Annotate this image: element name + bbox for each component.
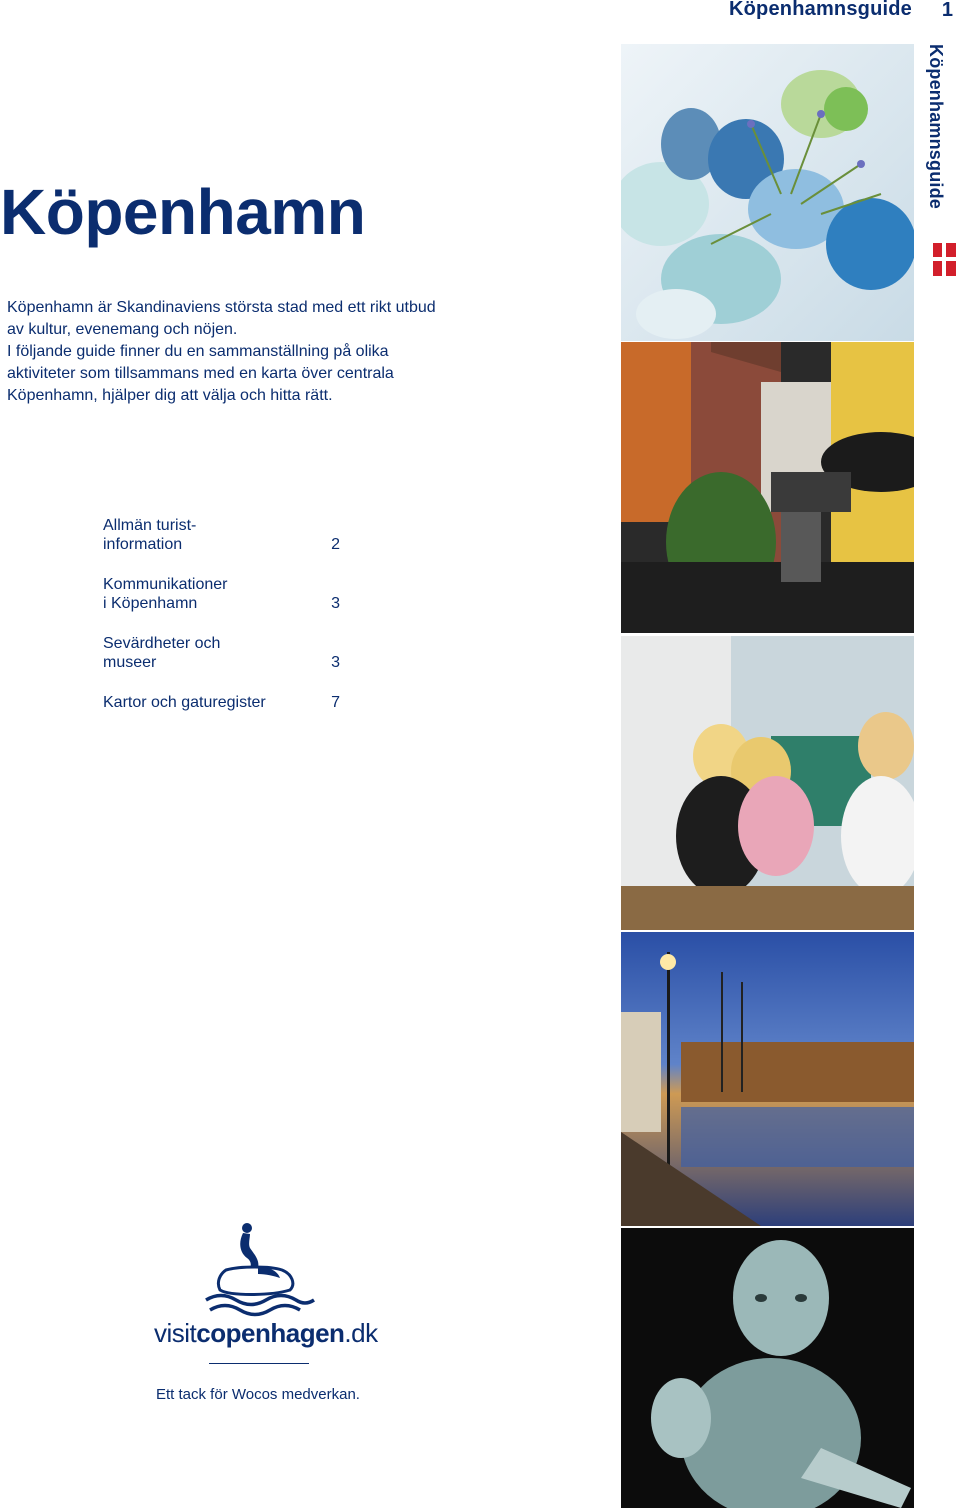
toc-entry-label: Sevärdheter och xyxy=(103,635,221,652)
intro-text xyxy=(7,297,457,407)
intro-paragraph: Köpenhamn är Skandinaviens största stad med ett rikt utbud av kultur, evenemang och nöjen. xyxy=(7,299,436,338)
toc-entry-label: i Köpenhamn xyxy=(103,594,198,612)
toc-entry-communications[interactable] xyxy=(103,576,343,613)
toc-entry-label: Allmän turist- xyxy=(103,517,197,534)
side-title: Köpenhamnsguide xyxy=(926,44,946,210)
toc-entry-label: Kommunikationer xyxy=(103,576,228,593)
page-number: 1 xyxy=(941,0,953,21)
toc-entry-page: 2 xyxy=(331,535,340,553)
toc-entry-page: 3 xyxy=(331,653,340,671)
logo-divider xyxy=(209,1363,309,1364)
photo-glass-bowls xyxy=(621,44,914,341)
danish-flag-icon xyxy=(933,243,956,276)
photo-statue xyxy=(621,1228,914,1508)
header-guide-title: Köpenhamnsguide xyxy=(728,0,912,20)
toc-entry-sights[interactable] xyxy=(103,635,343,672)
toc-entry-page: 3 xyxy=(331,594,340,612)
toc-entry-tourist-info[interactable] xyxy=(103,517,343,554)
toc-entry-label: information xyxy=(103,535,183,553)
table-of-contents xyxy=(103,517,343,735)
photo-street xyxy=(621,342,914,633)
thanks-note: Ett tack för Wocos medverkan. xyxy=(156,1386,360,1403)
intro-paragraph: I följande guide finner du en sammanställning på olika aktiviteter som tillsammans med en karta över centrala Köpenhamn, hjälper dig att välja och hitta rätt. xyxy=(7,343,394,404)
page-title: Köpenhamn xyxy=(0,176,366,248)
visitcopenhagen-logo xyxy=(150,1218,360,1318)
logo-word-tld: .dk xyxy=(344,1318,378,1348)
logo-word-visit: visit xyxy=(154,1318,197,1348)
logo-word-copenhagen: copenhagen xyxy=(196,1318,345,1348)
photo-cafe xyxy=(621,636,914,930)
photo-harbour xyxy=(621,932,914,1226)
toc-entry-maps[interactable] xyxy=(103,694,343,713)
toc-entry-page: 7 xyxy=(331,694,340,711)
toc-entry-label: museer xyxy=(103,653,157,671)
toc-entry-label: Kartor och gaturegister xyxy=(103,694,266,711)
logo-wordmark xyxy=(154,1318,378,1349)
